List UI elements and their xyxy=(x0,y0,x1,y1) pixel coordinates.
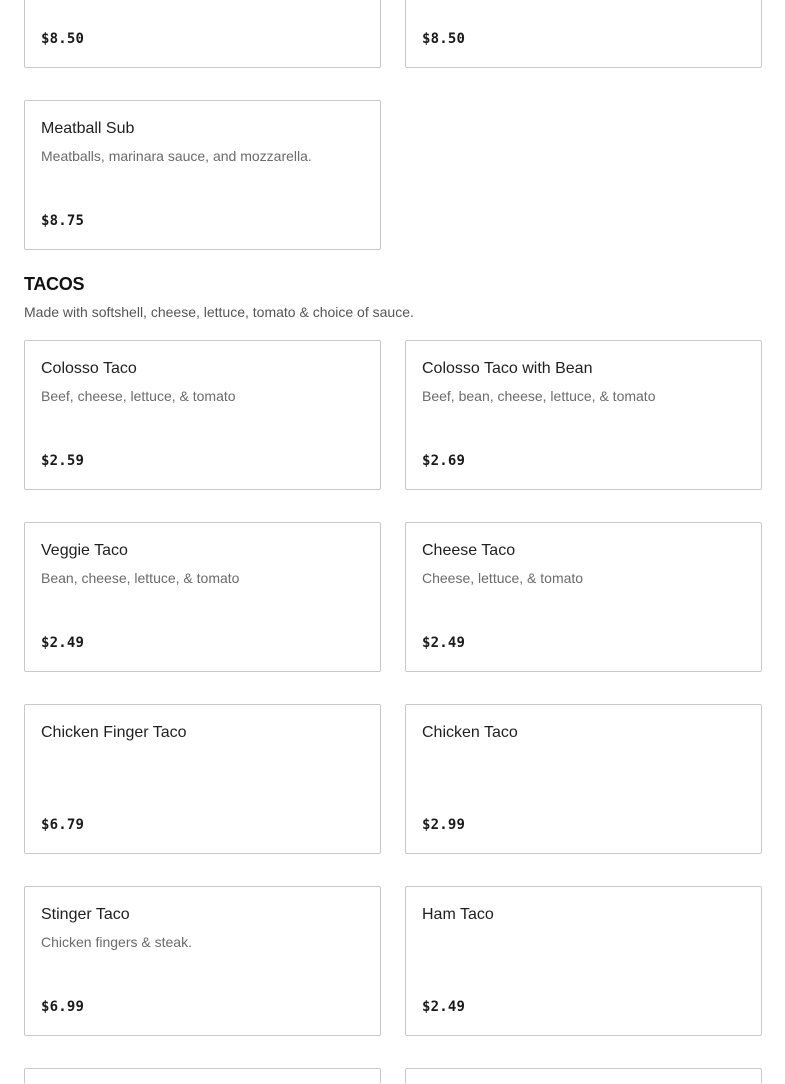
menu-item-description: Cheese, lettuce, & tomato xyxy=(422,570,584,586)
menu-item-card[interactable] xyxy=(24,704,381,854)
menu-item-card[interactable] xyxy=(24,100,381,250)
menu-item-price: $8.50 xyxy=(41,31,85,47)
menu-item-price: $8.75 xyxy=(41,213,85,229)
menu-item-price: $6.99 xyxy=(41,999,85,1015)
menu-item-name: Colosso Taco xyxy=(41,360,137,377)
menu-item-price: $2.49 xyxy=(422,635,466,651)
menu-item-name: Stinger Taco xyxy=(41,906,130,923)
menu-item-card[interactable] xyxy=(405,522,762,672)
menu-item-price: $2.69 xyxy=(422,453,466,469)
menu-item-card[interactable] xyxy=(405,886,762,1036)
menu-item-card[interactable] xyxy=(405,0,762,68)
menu-item-card[interactable] xyxy=(24,340,381,490)
menu-item-name: Chicken Taco xyxy=(422,724,518,741)
menu-item-name: Meatball Sub xyxy=(41,120,135,137)
menu-item-price: $8.50 xyxy=(422,31,466,47)
menu-item-card[interactable] xyxy=(24,0,381,68)
menu-item-name: Ham Taco xyxy=(422,906,494,923)
menu-item-name: Veggie Taco xyxy=(41,542,128,559)
menu-item-description: Beef, bean, cheese, lettuce, & tomato xyxy=(422,388,656,404)
menu-item-price: $2.59 xyxy=(41,453,85,469)
menu-item-name: Cheese Taco xyxy=(422,542,516,559)
menu-item-description: Bean, cheese, lettuce, & tomato xyxy=(41,570,240,586)
menu-item-card[interactable] xyxy=(24,1068,381,1084)
menu-item-price: $2.99 xyxy=(422,817,466,833)
menu-item-description: Chicken fingers & steak. xyxy=(41,934,192,950)
menu-item-description: Beef, cheese, lettuce, & tomato xyxy=(41,388,236,404)
section-title: TACOS xyxy=(24,274,85,294)
menu-item-price: $2.49 xyxy=(422,999,466,1015)
menu-item-card[interactable] xyxy=(405,1068,762,1084)
menu-item-card[interactable] xyxy=(405,340,762,490)
menu-item-name: Chicken Finger Taco xyxy=(41,724,187,741)
menu-item-name: Colosso Taco with Bean xyxy=(422,360,593,377)
menu-item-price: $6.79 xyxy=(41,817,85,833)
section-description: Made with softshell, cheese, lettuce, tomato & choice of sauce. xyxy=(24,304,414,320)
menu-item-price: $2.49 xyxy=(41,635,85,651)
menu-item-card[interactable] xyxy=(24,522,381,672)
menu-item-card[interactable] xyxy=(24,886,381,1036)
menu-item-card[interactable] xyxy=(405,704,762,854)
menu-item-description: Meatballs, marinara sauce, and mozzarella. xyxy=(41,148,312,164)
